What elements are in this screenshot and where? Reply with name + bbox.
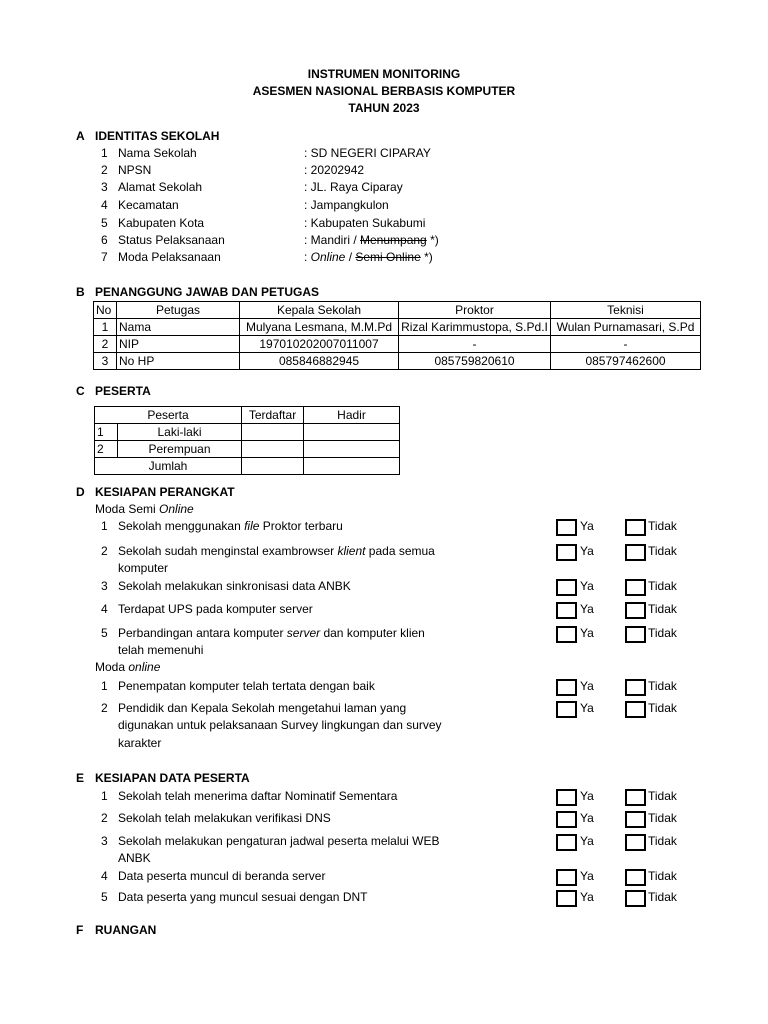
question-emph: server [286,626,321,640]
question-text: Data peserta yang muncul sesuai dengan DNT [118,890,368,904]
label-tidak: Tidak [648,679,677,693]
doc-title-line2: ASESMEN NASIONAL BERBASIS KOMPUTER [252,84,516,98]
status-value [304,233,439,248]
officer-table [93,301,701,370]
label-ya: Ya [580,869,594,883]
label-tidak: Tidak [648,834,677,848]
subheading-semi-online [95,502,194,517]
section-a-title: IDENTITAS SEKOLAH [95,129,220,143]
table-total-row [95,458,400,475]
question-no: 2 [101,811,108,825]
cell-proktor: Rizal Karimmustopa, S.Pd.I [399,319,551,336]
doc-title-line1: INSTRUMEN MONITORING [307,67,461,81]
section-a-letter: A [76,129,85,143]
cell-terdaftar-total[interactable] [242,458,304,475]
question-text-line2: komputer [118,561,169,575]
checkbox-ya[interactable] [556,626,577,643]
identity-label: NPSN [118,163,152,177]
moda-value [304,250,433,265]
label-ya: Ya [580,519,594,533]
moda-sep: / [345,250,356,264]
identity-value: : Jampangkulon [304,198,389,212]
label-ya: Ya [580,811,594,825]
header-hadir: Hadir [304,407,400,424]
identity-label: Nama Sekolah [118,146,197,160]
table-header-row [95,407,400,424]
question-text [118,626,425,641]
label-tidak: Tidak [648,579,677,593]
label-tidak: Tidak [648,789,677,803]
label-tidak: Tidak [648,602,677,616]
question-emph: klient [337,544,366,558]
cell-proktor: 085759820610 [399,353,551,370]
section-e-title: KESIAPAN DATA PESERTA [95,771,250,785]
section-b-letter: B [76,285,85,299]
cell-label: Perempuan [118,441,242,458]
checkbox-ya[interactable] [556,519,577,536]
question-text: Penempatan komputer telah tertata dengan baik [118,679,375,693]
question-no: 5 [101,890,108,904]
header-proktor: Proktor [399,302,551,319]
question-no: 3 [101,579,108,593]
table-row [94,353,701,370]
cell-label: NIP [117,336,240,353]
label-tidak: Tidak [648,811,677,825]
question-text: Terdapat UPS pada komputer server [118,602,313,616]
checkbox-tidak[interactable] [625,701,646,718]
subheading-prefix: Moda [95,660,129,674]
cell-teknisi: 085797462600 [551,353,701,370]
question-text-line2: ANBK [118,851,151,865]
checkbox-ya[interactable] [556,579,577,596]
status-struck: Menumpang [360,233,427,247]
label-tidak: Tidak [648,544,677,558]
question-part: Perbandingan antara komputer [118,626,287,640]
checkbox-ya[interactable] [556,602,577,619]
question-part: Proktor terbaru [259,519,343,533]
label-ya: Ya [580,789,594,803]
section-e-letter: E [76,771,85,785]
section-f-letter: F [76,923,84,937]
question-no: 1 [101,679,108,693]
question-part: pada semua [365,544,435,558]
table-row [95,441,400,458]
cell-kepala: Mulyana Lesmana, M.M.Pd [240,319,399,336]
doc-title-line3: TAHUN 2023 [348,101,420,115]
checkbox-tidak[interactable] [625,602,646,619]
moda-online: Online [310,250,346,264]
checkbox-ya[interactable] [556,869,577,886]
header-petugas: Petugas [117,302,240,319]
table-row [94,319,701,336]
table-row [94,336,701,353]
section-d-letter: D [76,485,85,499]
cell-hadir-total[interactable] [304,458,400,475]
moda-prefix: : [304,250,311,264]
identity-value: : Kabupaten Sukabumi [304,216,426,230]
cell-hadir[interactable] [304,424,400,441]
table-header-row [94,302,701,319]
question-text-line3: karakter [118,736,162,750]
question-no: 1 [101,519,108,533]
checkbox-tidak[interactable] [625,544,646,561]
cell-teknisi: Wulan Purnamasari, S.Pd [551,319,701,336]
cell-no: 2 [94,336,117,353]
checkbox-tidak[interactable] [625,579,646,596]
question-text: Sekolah telah menerima daftar Nominatif Sementara [118,789,398,803]
checkbox-tidak[interactable] [625,811,646,828]
question-text: Sekolah melakukan sinkronisasi data ANBK [118,579,351,593]
question-text: Pendidik dan Kepala Sekolah mengetahui laman yang [118,701,407,715]
checkbox-tidak[interactable] [625,789,646,806]
question-text: Data peserta muncul di beranda server [118,869,326,883]
question-no: 3 [101,834,108,848]
label-ya: Ya [580,679,594,693]
header-terdaftar: Terdaftar [242,407,304,424]
identity-value: : 20202942 [304,163,365,177]
identity-no: 6 [101,233,108,247]
cell-no: 1 [95,424,118,441]
table-row [95,424,400,441]
label-tidak: Tidak [648,890,677,904]
identity-label: Kabupaten Kota [118,216,205,230]
header-kepala: Kepala Sekolah [240,302,399,319]
status-suffix: *) [426,233,439,247]
identity-no: 1 [101,146,108,160]
identity-no: 2 [101,163,108,177]
cell-no: 3 [94,353,117,370]
identity-no: 4 [101,198,108,212]
cell-kepala: 085846882945 [240,353,399,370]
label-ya: Ya [580,890,594,904]
checkbox-tidak[interactable] [625,834,646,851]
label-ya: Ya [580,544,594,558]
checkbox-ya[interactable] [556,544,577,561]
subheading-online [95,660,160,675]
status-prefix: : Mandiri / [304,233,361,247]
header-no: No [94,302,117,319]
cell-no: 2 [95,441,118,458]
label-tidak: Tidak [648,626,677,640]
question-part: Sekolah sudah menginstal exambrowser [118,544,338,558]
label-ya: Ya [580,701,594,715]
question-no: 4 [101,869,108,883]
checkbox-ya[interactable] [556,834,577,851]
question-text: Sekolah telah melakukan verifikasi DNS [118,811,331,825]
question-no: 1 [101,789,108,803]
checkbox-tidak[interactable] [625,890,646,907]
label-ya: Ya [580,626,594,640]
question-no: 2 [101,701,108,715]
cell-label: No HP [117,353,240,370]
question-no: 5 [101,626,108,640]
subheading-prefix: Moda Semi [95,502,160,516]
cell-total-label: Jumlah [95,458,242,475]
checkbox-ya[interactable] [556,679,577,696]
identity-no: 7 [101,250,108,264]
question-no: 4 [101,602,108,616]
cell-terdaftar[interactable] [242,424,304,441]
identity-no: 3 [101,180,108,194]
cell-no: 1 [94,319,117,336]
checkbox-ya[interactable] [556,890,577,907]
identity-label: Kecamatan [118,198,179,212]
label-tidak: Tidak [648,869,677,883]
label-tidak: Tidak [648,701,677,715]
question-no: 2 [101,544,108,558]
identity-value: : JL. Raya Ciparay [304,180,403,194]
subheading-emph: Online [159,502,194,516]
question-part: Sekolah menggunakan [118,519,245,533]
cell-terdaftar[interactable] [242,441,304,458]
section-f-title: RUANGAN [95,923,157,937]
checkbox-tidak[interactable] [625,626,646,643]
section-c-letter: C [76,384,85,398]
cell-kepala: 197010202007011007 [240,336,399,353]
checkbox-ya[interactable] [556,789,577,806]
question-text-line2: digunakan untuk pelaksanaan Survey lingkungan dan survey [118,718,442,732]
label-tidak: Tidak [648,519,677,533]
label-ya: Ya [580,579,594,593]
checkbox-tidak[interactable] [625,679,646,696]
checkbox-ya[interactable] [556,811,577,828]
section-c-title: PESERTA [95,384,151,398]
header-peserta: Peserta [95,407,242,424]
identity-value: : SD NEGERI CIPARAY [304,146,431,160]
checkbox-ya[interactable] [556,701,577,718]
question-text-line2: telah memenuhi [118,643,204,657]
question-text [118,519,343,534]
section-d-title: KESIAPAN PERANGKAT [95,485,235,499]
identity-label: Alamat Sekolah [118,180,203,194]
question-text [118,544,435,559]
header-teknisi: Teknisi [551,302,701,319]
moda-suffix: *) [420,250,433,264]
cell-hadir[interactable] [304,441,400,458]
question-text: Sekolah melakukan pengaturan jadwal peserta melalui WEB [118,834,440,848]
cell-teknisi: - [551,336,701,353]
label-ya: Ya [580,602,594,616]
checkbox-tidak[interactable] [625,519,646,536]
cell-label: Laki-laki [118,424,242,441]
cell-proktor: - [399,336,551,353]
identity-label: Status Pelaksanaan [118,233,225,247]
identity-no: 5 [101,216,108,230]
identity-label: Moda Pelaksanaan [118,250,221,264]
question-part: dan komputer klien [320,626,425,640]
question-emph: file [244,519,260,533]
checkbox-tidak[interactable] [625,869,646,886]
subheading-emph: online [128,660,161,674]
participant-table [94,406,400,475]
section-b-title: PENANGGUNG JAWAB DAN PETUGAS [95,285,320,299]
label-ya: Ya [580,834,594,848]
cell-label: Nama [117,319,240,336]
moda-struck: Semi Online [355,250,421,264]
